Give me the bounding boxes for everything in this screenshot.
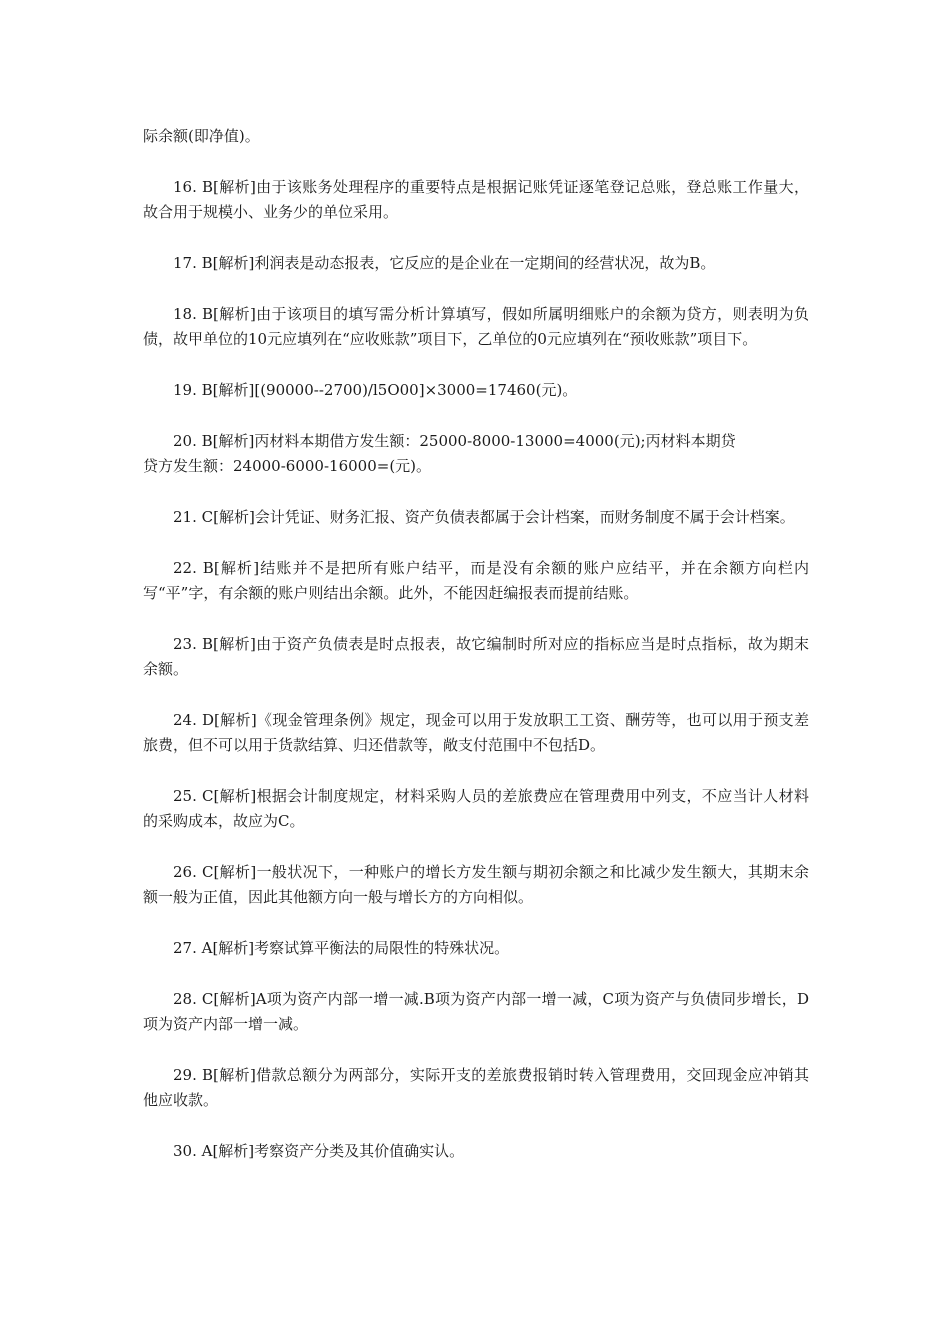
answer-28: 28. C[解析]A项为资产内部一增一减.B项为资产内部一增一减，C项为资产与负债同步增长，D项为资产内部一增一减。 xyxy=(143,990,809,1033)
answer-30: 30. A[解析]考察资产分类及其价值确实认。 xyxy=(173,1142,465,1160)
answer-22: 22. B[解析]结账并不是把所有账户结平，而是没有余额的账户应结平，并在余额方向栏内写“平”字，有余额的账户则结出余额。此外，不能因赶编报表而提前结账。 xyxy=(143,559,809,602)
answer-24: 24. D[解析]《现金管理条例》规定，现金可以用于发放职工工资、酬劳等，也可以用于预支差旅费，但不可以用于货款结算、归还借款等，敞支付范围中不包括D。 xyxy=(143,711,809,754)
answer-18: 18. B[解析]由于该项目的填写需分析计算填写，假如所属明细账户的余额为贷方，则表明为负债，故甲单位的10元应填列在“应收账款”项目下，乙单位的0元应填列在“预收账款”项目下。 xyxy=(143,305,809,348)
answer-21: 21. C[解析]会计凭证、财务汇报、资产负债表都属于会计档案，而财务制度不属于会计档案。 xyxy=(173,508,795,526)
answer-26: 26. C[解析]一般状况下，一种账户的增长方发生额与期初余额之和比减少发生额大，其期末余额一般为正值，因此其他额方向一般与增长方的方向相似。 xyxy=(143,863,809,906)
answer-25: 25. C[解析]根据会计制度规定，材料采购人员的差旅费应在管理费用中列支，不应当计人材料的采购成本，故应为C。 xyxy=(143,787,809,830)
answer-29: 29. B[解析]借款总额分为两部分，实际开支的差旅费报销时转入管理费用，交回现金应冲销其他应收款。 xyxy=(143,1066,809,1109)
answer-20 xyxy=(143,429,809,479)
answer-19: 19. B[解析][(90000--2700)/l5O00]×3000=17460(元)。 xyxy=(173,381,578,399)
document-body xyxy=(143,124,809,1190)
answer-23: 23. B[解析]由于资产负债表是时点报表，故它编制时所对应的指标应当是时点指标，故为期末余额。 xyxy=(143,635,809,678)
answer-17: 17. B[解析]利润表是动态报表，它反应的是企业在一定期间的经营状况，故为B。 xyxy=(173,254,716,272)
paragraph-continuation: 际余额(即净值)。 xyxy=(143,127,260,145)
answer-20-line-1: 20. B[解析]丙材料本期借方发生额：25000-8000-13000=4000(元);丙材料本期贷 xyxy=(173,432,736,450)
answer-16: 16. B[解析]由于该账务处理程序的重要特点是根据记账凭证逐笔登记总账，登总账工作量大，故合用于规模小、业务少的单位采用。 xyxy=(143,178,809,221)
answer-20-line-2: 贷方发生额：24000-6000-16000=(元)。 xyxy=(143,457,432,475)
answer-27: 27. A[解析]考察试算平衡法的局限性的特殊状况。 xyxy=(173,939,510,957)
